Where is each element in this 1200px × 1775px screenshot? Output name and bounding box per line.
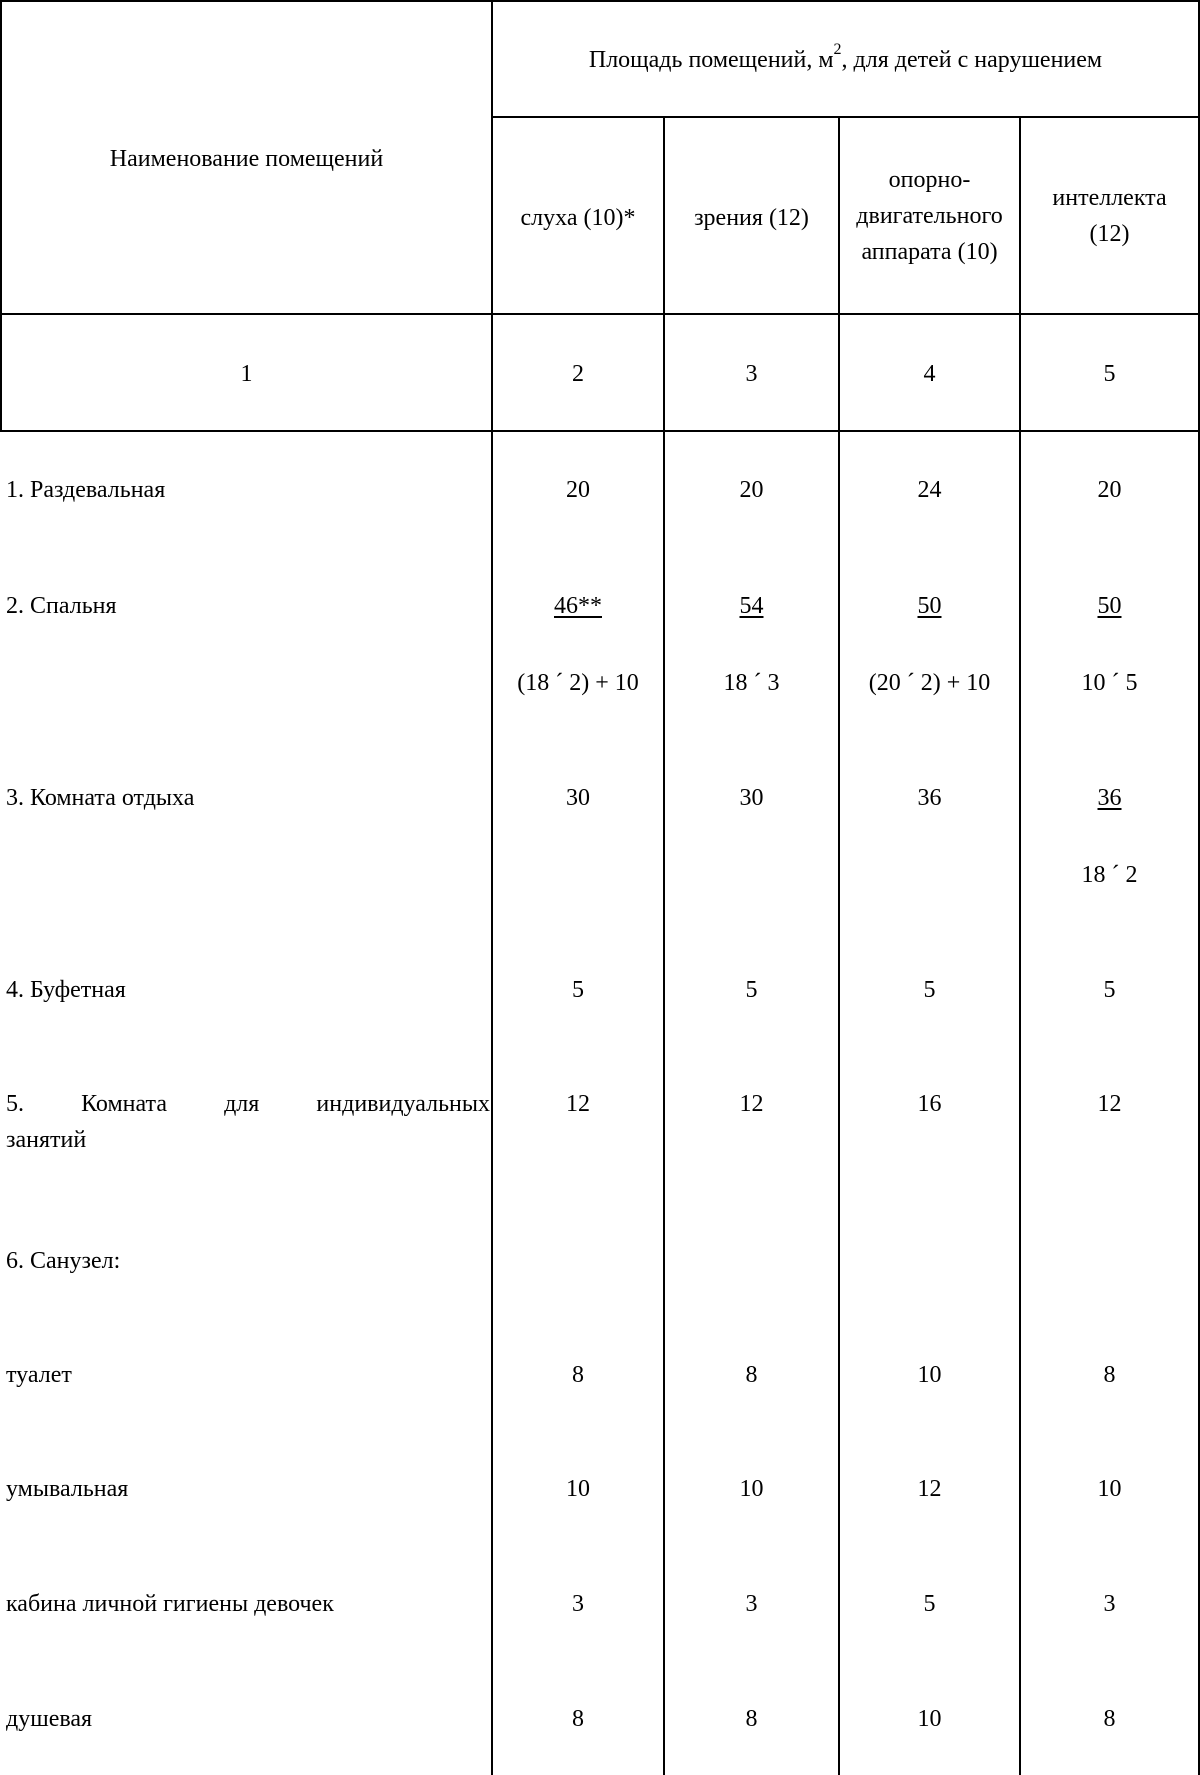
column-header-musculoskeletal-line-2: двигательного [856, 203, 1003, 229]
table-cell: 10 [917, 1362, 942, 1388]
table-cell: 5 [923, 1591, 936, 1617]
column-header-intellect [1021, 180, 1198, 252]
table-top-border [0, 0, 1200, 2]
table-cell: 8 [572, 1706, 584, 1732]
table-cell: 5 [1103, 977, 1116, 1003]
table-cell: 5 [572, 977, 584, 1003]
column-header-musculoskeletal [840, 162, 1019, 270]
table-cell: 16 [917, 1091, 942, 1117]
table-cell: 8 [745, 1362, 758, 1388]
room-name-header: Наименование помещений [109, 146, 384, 172]
area-header-prefix: Площадь помещений, м [588, 47, 834, 73]
table-cell-formula: 10 ´ 5 [1081, 670, 1138, 696]
table-cell-formula: 18 ´ 3 [723, 670, 780, 696]
table-cell: 36 [917, 785, 942, 811]
table-cell: 46** [554, 593, 602, 619]
row-name-toilet: туалет [6, 1362, 72, 1388]
table-cell: 10 [566, 1476, 590, 1502]
column-header-musculoskeletal-line-3: аппарата (10) [861, 239, 998, 265]
column-header-musculoskeletal-line-1: опорно- [888, 167, 971, 193]
table-cell: 20 [739, 477, 764, 503]
column-number-4: 4 [923, 361, 936, 387]
row-name-individual-room-line-2: занятий [6, 1127, 87, 1153]
table-cell: 8 [572, 1362, 584, 1388]
table-cell-formula: (18 ´ 2) + 10 [517, 670, 639, 696]
table-cell: 30 [566, 785, 590, 811]
table-cell: 12 [917, 1476, 942, 1502]
row-name-sanitary: 6. Санузел: [6, 1248, 121, 1274]
table-cell: 30 [739, 785, 764, 811]
row-name-bedroom: 2. Спальня [6, 593, 117, 619]
header-divider [491, 116, 1200, 118]
row-name-rest-room: 3. Комната отдыха [6, 785, 195, 811]
column-header-hearing: слуха (10)* [520, 205, 636, 231]
area-header-unit-exponent: 2 [833, 41, 842, 58]
table-cell: 50 [1097, 593, 1122, 619]
row-name-individual-room-line-1: 5. Комната для индивидуальных [6, 1091, 490, 1117]
table-cell-formula: (20 ´ 2) + 10 [868, 670, 991, 696]
table-cell: 12 [566, 1091, 590, 1117]
table-cell: 20 [1097, 477, 1122, 503]
table-cell: 8 [745, 1706, 758, 1732]
table-cell: 3 [572, 1591, 584, 1617]
table-cell-formula: 18 ´ 2 [1081, 862, 1138, 888]
column-number-2: 2 [572, 361, 584, 387]
column-header-intellect-line-2: (12) [1089, 221, 1130, 247]
table-cell: 3 [745, 1591, 758, 1617]
table-cell: 54 [739, 593, 764, 619]
table-cell: 24 [917, 477, 942, 503]
row-name-individual-room [6, 1086, 490, 1158]
column-number-5: 5 [1103, 361, 1116, 387]
column-header-intellect-line-1: интеллекта [1052, 185, 1167, 211]
table-cell: 3 [1103, 1591, 1116, 1617]
row-name-pantry: 4. Буфетная [6, 977, 126, 1003]
table-cell: 10 [739, 1476, 764, 1502]
row-name-hygiene-cabin: кабина личной гигиены девочек [6, 1591, 334, 1617]
table-cell: 20 [566, 477, 590, 503]
table-cell: 8 [1103, 1706, 1116, 1732]
row-name-washroom: умывальная [6, 1476, 129, 1502]
table-cell: 8 [1103, 1362, 1116, 1388]
column-header-vision: зрения (12) [694, 205, 809, 231]
table-cell: 5 [923, 977, 936, 1003]
table-cell: 10 [1097, 1476, 1122, 1502]
area-header-suffix: , для детей с нарушением [841, 47, 1103, 73]
table-cell: 5 [745, 977, 758, 1003]
table-cell: 12 [1097, 1091, 1122, 1117]
column-number-1: 1 [240, 361, 253, 387]
area-header [493, 42, 1198, 78]
table-cell: 50 [917, 593, 942, 619]
row-name-shower: душевая [6, 1706, 93, 1732]
table-cell: 12 [739, 1091, 764, 1117]
table-cell: 10 [917, 1706, 942, 1732]
table-cell: 36 [1097, 785, 1122, 811]
col-divider-1 [491, 0, 493, 1775]
column-number-3: 3 [745, 361, 758, 387]
row-name-cloakroom: 1. Раздевальная [6, 477, 166, 503]
